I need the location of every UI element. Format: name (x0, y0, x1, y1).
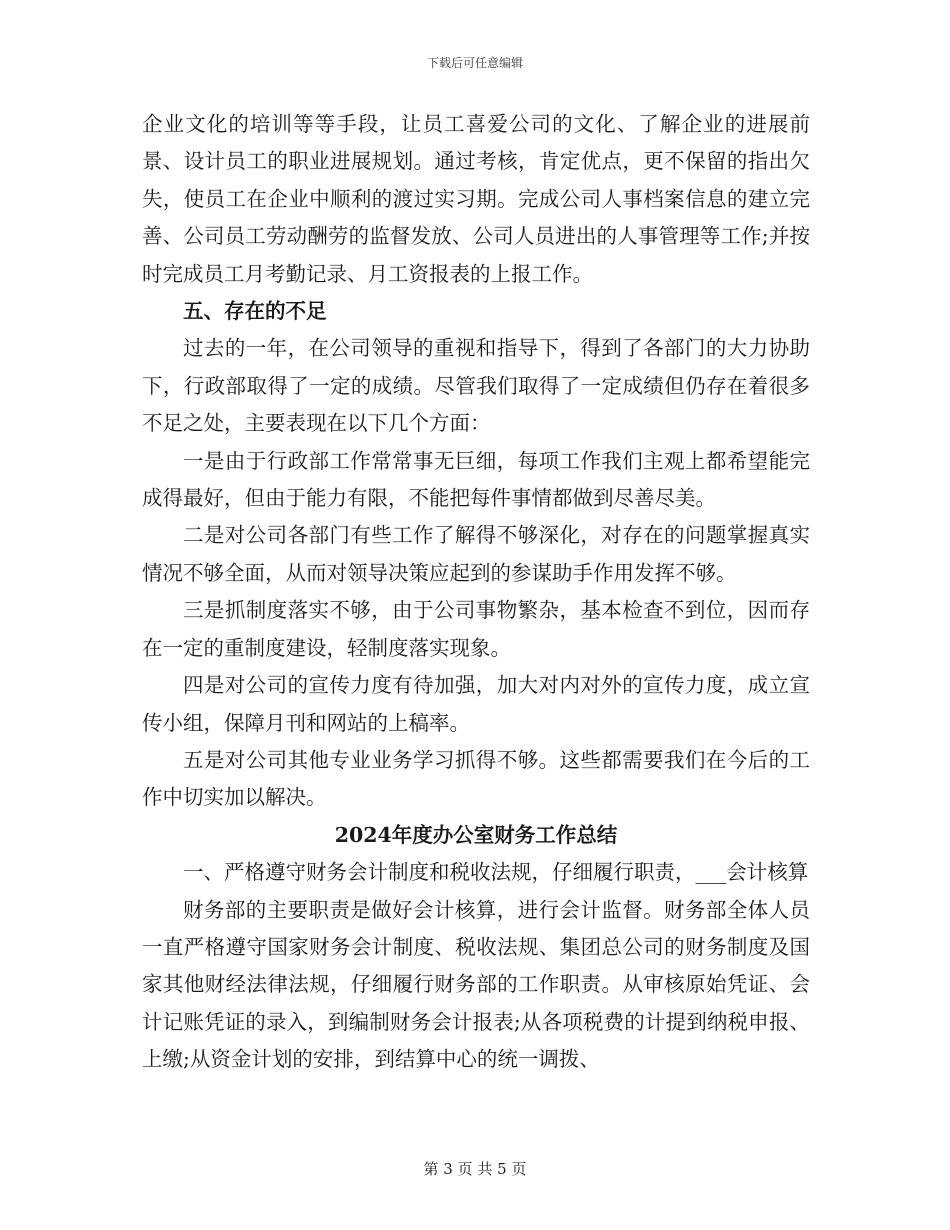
paragraph-continuation: 企业文化的培训等等手段，让员工喜爱公司的文化、了解企业的进展前景、设计员工的职业进展规划。通过考核，肯定优点，更不保留的指出欠失，使员工在企业中顺利的渡过实习期。完成公司人事档案信息的建立完善、公司员工劳动酬劳的监督发放、公司人员进出的人事管理等工作;并按时完成员工月考勤记录、月工资报表的上报工作。 (142, 112, 810, 286)
section-heading-accounting: 一、严格遵守财务会计制度和税收法规，仔细履行职责，___会计核算 (183, 860, 809, 885)
page-header: 下载后可任意编辑 (426, 56, 523, 70)
paragraph-point-5: 五是对公司其他专业业务学习抓得不够。这些都需要我们在今后的工作中切实加以解决。 (142, 747, 810, 810)
paragraph-point-4: 四是对公司的宣传力度有待加强，加大对内对外的宣传力度，成立宣传小组，保障月刊和网站的上稿率。 (142, 673, 810, 735)
paragraph-finance-duties: 财务部的主要职责是做好会计核算，进行会计监督。财务部全体人员一直严格遵守国家财务会计制度、税收法规、集团总公司的财务制度及国家其他财经法律法规，仔细履行财务部的工作职责。从审核原始凭证、会计记账凭证的录入，到编制财务会计报表;从各项税费的计提到纳税申报、上缴;从资金计划的安排，到结算中心的统一调拨、 (142, 897, 810, 1072)
paragraph-point-3: 三是抓制度落实不够，由于公司事物繁杂，基本检查不到位，因而存在一定的重制度建设，轻制度落实现象。 (142, 598, 810, 660)
document-body (142, 106, 810, 1079)
document-title: 2024年度办公室财务工作总结 (334, 822, 618, 847)
section-heading-shortcomings: 五、存在的不足 (183, 299, 327, 324)
paragraph-intro: 过去的一年，在公司领导的重视和指导下，得到了各部门的大力协助下，行政部取得了一定的成绩。尽管我们取得了一定成绩但仍存在着很多不足之处，主要表现在以下几个方面： (142, 336, 810, 436)
paragraph-point-1: 一是由于行政部工作常常事无巨细，每项工作我们主观上都希望能完成得最好，但由于能力有限，不能把每件事情都做到尽善尽美。 (142, 448, 810, 511)
page-footer: 第 3 页 共 5 页 (423, 1160, 527, 1178)
paragraph-point-2: 二是对公司各部门有些工作了解得不够深化，对存在的问题掌握真实情况不够全面，从而对领导决策应起到的参谋助手作用发挥不够。 (142, 523, 810, 585)
